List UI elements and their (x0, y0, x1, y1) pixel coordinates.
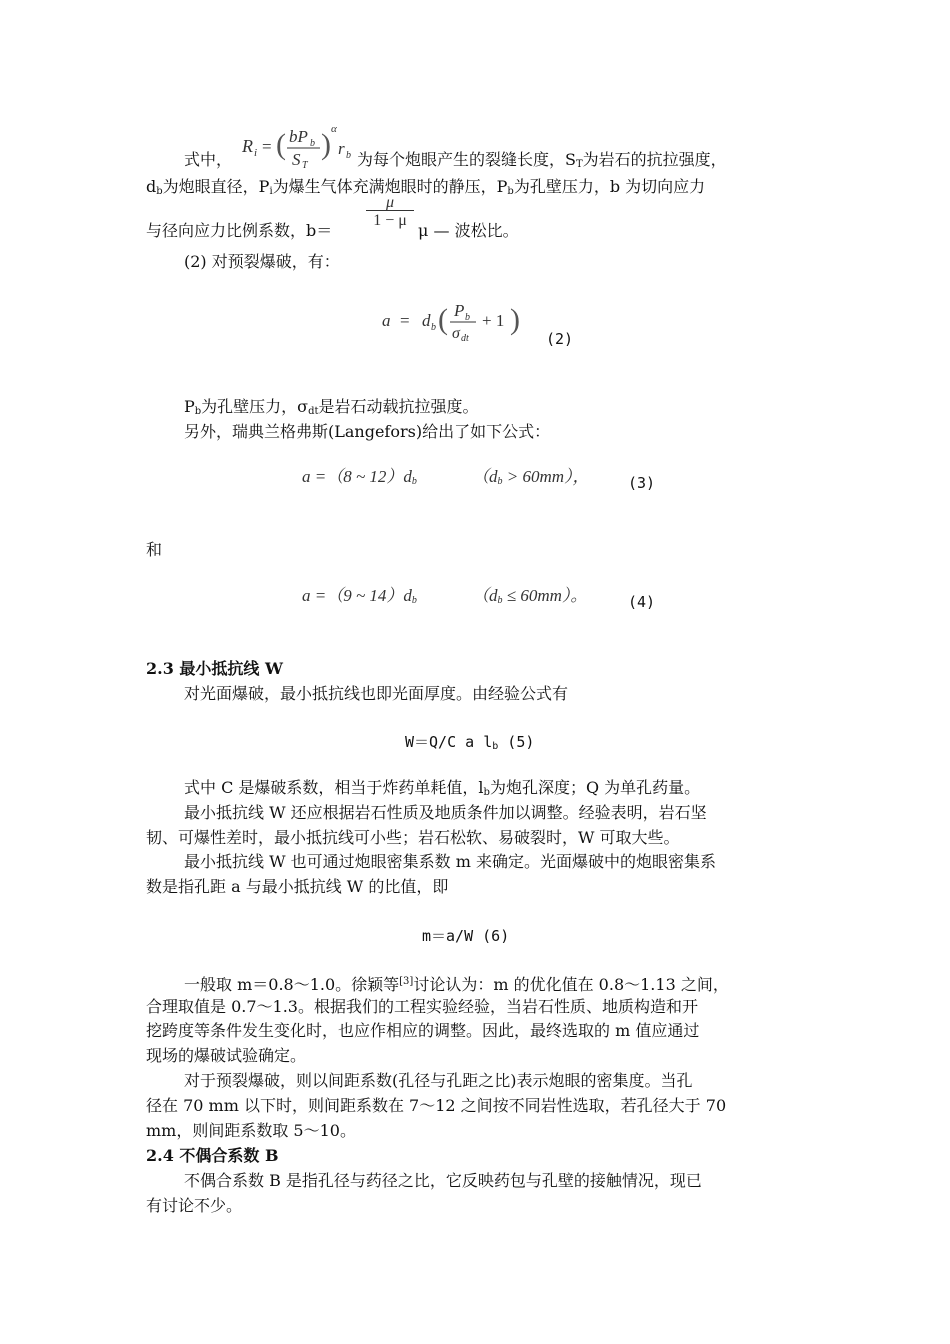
formula-text: W＝Q/C a l (405, 733, 493, 751)
formula-text: （d (472, 586, 498, 605)
subscript: T (575, 159, 583, 170)
text: 和 (146, 540, 163, 559)
text: 讨论认为：m 的优化值在 0.8～1.13 之间， (413, 975, 729, 994)
svg-text:+ 1: + 1 (482, 311, 505, 330)
text-line (184, 150, 232, 170)
text: 为孔壁压力，σ (201, 397, 309, 416)
subscript: b (483, 787, 490, 798)
text: 为爆生气体充满炮眼时的静压，P (272, 177, 508, 196)
text-line (184, 252, 340, 272)
svg-text:(: ( (276, 128, 286, 161)
section-heading: 2.4 不偶合系数 B (146, 1146, 279, 1165)
subscript: b (497, 476, 503, 487)
text: 与径向应力比例系数，b＝ (146, 221, 333, 240)
subscript: b (156, 186, 163, 197)
text-line (357, 150, 727, 175)
fraction-numerator: μ (366, 196, 414, 211)
text-line: 不偶合系数 B 是指孔径与药径之比，它反映药包与孔壁的接触情况，现已 (184, 1171, 702, 1190)
svg-text:P: P (454, 301, 465, 320)
text: 为孔壁压力，b 为切向应力 (513, 177, 706, 196)
text: 为岩石的抗拉强度， (582, 150, 727, 169)
text-line: 径在 70 mm 以下时，则间距系数在 7～12 之间按不同岩性选取，若孔径大于 70 (146, 1096, 727, 1115)
text-line: 数是指孔距 a 与最小抵抗线 W 的比值，即 (146, 877, 449, 896)
svg-text:σ: σ (452, 325, 460, 342)
formula-eq4-condition (472, 586, 587, 611)
equation-number: (4) (628, 593, 656, 611)
formula-a-eq2 (380, 294, 540, 346)
text: (2) 对预裂爆破，有： (184, 252, 340, 271)
svg-text:b: b (310, 138, 315, 149)
text: 为炮眼直径，P (162, 177, 270, 196)
svg-text:(: ( (438, 303, 448, 336)
text-line (146, 221, 332, 241)
subscript: b (492, 741, 499, 752)
formula-text: ≤ 60mm）。 (502, 586, 588, 605)
section-heading: 2.3 最小抵抗线 W (146, 659, 283, 678)
equation-number: (5) (498, 733, 535, 751)
svg-text:b: b (465, 312, 470, 323)
svg-text:): ) (321, 128, 331, 161)
text: 一般取 m＝0.8～1.0。徐颖等 (184, 975, 400, 994)
formula-text: a =（8 ~ 12）d (302, 467, 412, 486)
svg-text:b: b (431, 322, 436, 333)
text: d (146, 177, 157, 196)
text-line: 现场的爆破试验确定。 (146, 1046, 307, 1065)
formula-eq3-condition (472, 467, 590, 492)
text-line: 有讨论不少。 (146, 1196, 243, 1215)
text-line (184, 972, 729, 995)
text-line: 挖跨度等条件发生变化时，也应作相应的调整。因此，最终选取的 m 值应通过 (146, 1021, 700, 1040)
formula-ri-svg (240, 118, 358, 170)
text: 式中， (184, 150, 233, 169)
text: 式中 C 是爆破系数，相当于炸药单耗值，l (184, 778, 484, 797)
svg-text:r: r (338, 139, 345, 158)
text-line (184, 397, 479, 422)
text-line (146, 540, 162, 560)
text: 为每个炮眼产生的裂缝长度，S (357, 150, 576, 169)
subscript: b (411, 476, 417, 487)
svg-text:R: R (242, 136, 253, 156)
subscript: b (507, 186, 514, 197)
text: 是岩石动载抗拉强度。 (318, 397, 479, 416)
text: 另外，瑞典兰格弗斯(Langefors)给出了如下公式： (184, 422, 551, 441)
svg-text:a: a (382, 311, 391, 330)
formula-text: a =（9 ~ 14）d (302, 586, 412, 605)
svg-text:b: b (346, 150, 351, 161)
svg-text:T: T (302, 160, 308, 170)
text-line: 最小抵抗线 W 也可通过炮眼密集系数 m 来确定。光面爆破中的炮眼密集系 (184, 852, 716, 871)
text-line: 对光面爆破，最小抵抗线也即光面厚度。由经验公式有 (184, 684, 569, 703)
equation-number: (3) (628, 474, 656, 492)
subscript: dt (308, 406, 319, 417)
subscript: b (411, 595, 417, 606)
formula-eq4 (302, 586, 417, 611)
text-line (418, 221, 519, 241)
svg-text:i: i (254, 147, 258, 159)
text-line: 最小抵抗线 W 还应根据岩石性质及地质条件加以调整。经验表明，岩石坚 (184, 803, 707, 822)
formula-eq6: m＝a/W (6) (422, 927, 510, 945)
text-line (184, 778, 700, 803)
fraction-mu (366, 196, 414, 238)
svg-text:=: = (400, 311, 410, 330)
text-line: 对于预裂爆破，则以间距系数(孔径与孔距之比)表示炮眼的密集度。当孔 (184, 1071, 693, 1090)
formula-text: （d (472, 467, 498, 486)
text: P (184, 397, 195, 416)
text-line: mm，则间距系数取 5～10。 (146, 1121, 356, 1140)
svg-text:=: = (262, 137, 272, 156)
formula-eq3 (302, 467, 417, 492)
text-line: 合理取值是 0.7～1.3。根据我们的工程实验经验，当岩石性质、地质构造和开 (146, 997, 698, 1016)
subscript: b (194, 406, 202, 417)
svg-text:d: d (422, 311, 431, 330)
text-line (184, 422, 550, 442)
text-line: 韧、可爆性差时，最小抵抗线可小些；岩石松软、易破裂时，W 可取大些。 (146, 828, 680, 847)
formula-eq2-svg (380, 294, 540, 346)
svg-text:dt: dt (461, 333, 469, 344)
text: μ — 波松比。 (418, 221, 519, 240)
subscript: b (497, 595, 503, 606)
subscript: i (269, 186, 273, 197)
svg-text:bP: bP (289, 127, 308, 146)
svg-text:): ) (510, 303, 520, 336)
svg-text:α: α (331, 123, 337, 135)
citation: [3] (399, 976, 414, 987)
svg-text:S: S (292, 150, 301, 169)
formula-ri (240, 118, 358, 170)
text: 为炮孔深度；Q 为单孔药量。 (489, 778, 701, 797)
formula-eq5 (405, 732, 534, 757)
equation-number: (2) (546, 330, 574, 348)
fraction-denominator: 1 − μ (373, 212, 407, 229)
formula-text: > 60mm）， (502, 467, 590, 486)
text-line (146, 177, 705, 202)
